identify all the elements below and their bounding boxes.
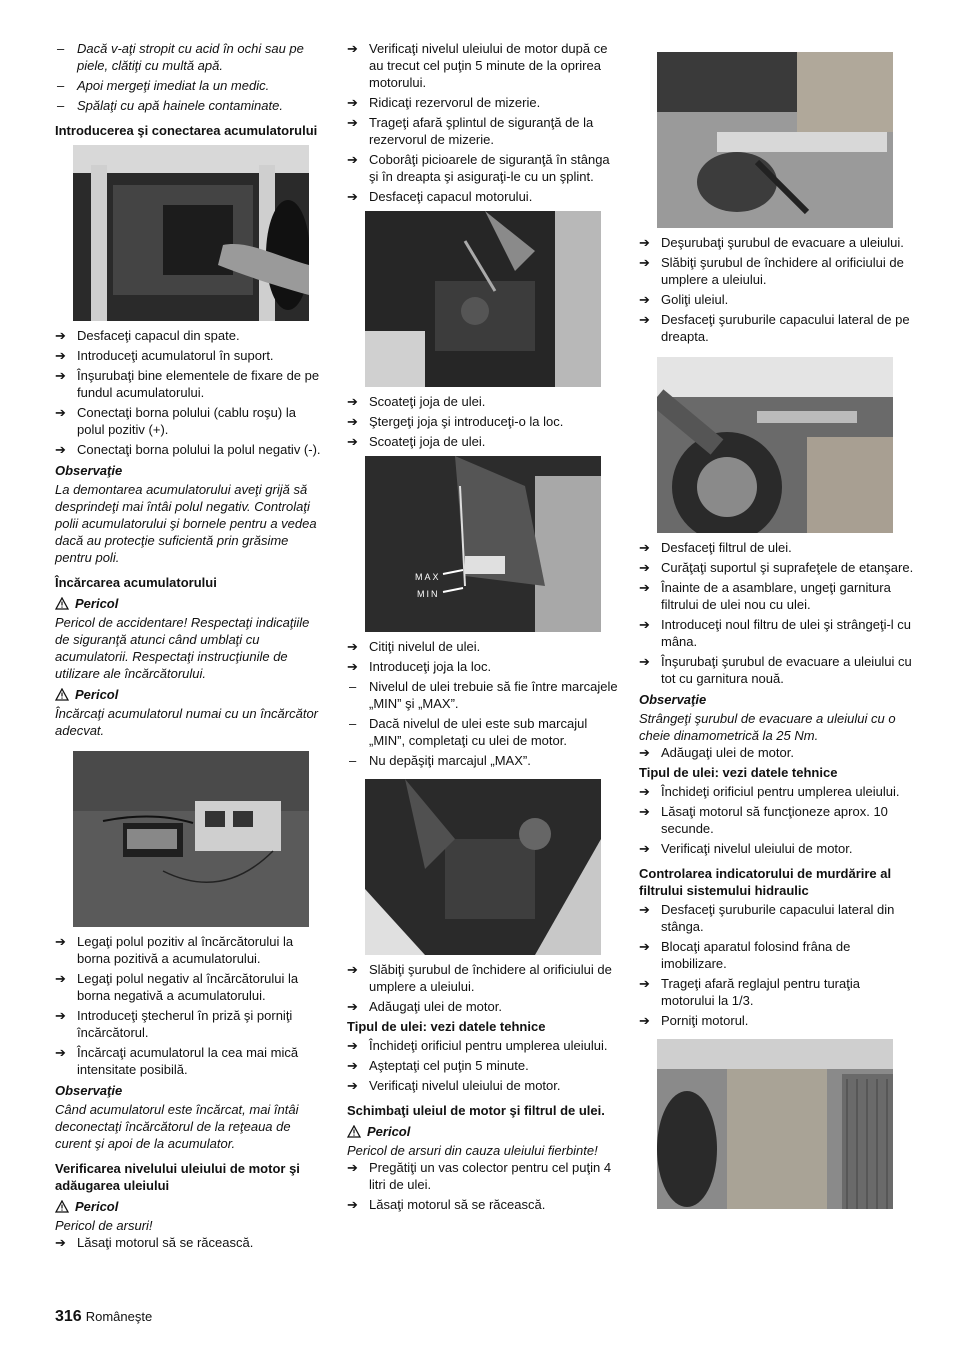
list-item: ➔ Porniţi motorul. (639, 1013, 749, 1028)
arrow-right-icon: ➔ (639, 312, 650, 327)
list-item: ➔ Înşurubaţi bine elementele de fixare de pe fundul acumulatorului. (55, 368, 320, 400)
arrow-right-icon: ➔ (639, 1013, 650, 1028)
danger-text: Încărcaţi acumulatorul numai cu un încărcător adecvat. (55, 706, 319, 738)
photo-oil-filter-side (657, 357, 893, 533)
warning-triangle-icon (347, 1125, 361, 1138)
arrow-right-icon: ➔ (639, 560, 650, 575)
arrow-right-icon: ➔ (55, 348, 66, 363)
arrow-right-icon: ➔ (347, 1078, 358, 1093)
warning-triangle-icon (55, 1200, 69, 1213)
list-item: ➔ Legaţi polul pozitiv al încărcătorului la borna pozitivă a acumulatorului. (55, 934, 294, 966)
list-item: ➔ Slăbiţi şurubul de închidere al orificiului de umplere a uleiului. (347, 962, 612, 994)
list-item: ➔ Lăsaţi motorul să funcţioneze aprox. 10 secunde. (639, 804, 888, 836)
list-item: – Nu depăşiţi marcajul „MAX”. (349, 753, 531, 768)
arrow-right-icon: ➔ (347, 95, 358, 110)
page-number: 316 (55, 1308, 82, 1325)
list-item: ➔ Verificaţi nivelul uleiului de motor. (639, 841, 853, 856)
arrow-right-icon: ➔ (347, 639, 358, 654)
list-item: ➔ Verificaţi nivelul uleiului de motor după ce au trecut cel puţin 5 minute de la oprirea motorului. (347, 41, 608, 90)
list-item: ➔ Goliţi uleiul. (639, 292, 729, 307)
list-item: ➔ Adăugaţi ulei de motor. (639, 745, 794, 760)
arrow-right-icon: ➔ (347, 1058, 358, 1073)
list-item: ➔ Înşurubaţi şurubul de evacuare a uleiului cu tot cu garnitura nouă. (639, 654, 912, 686)
danger-title: Pericol (55, 595, 327, 612)
list-item: ➔ Ştergeţi joja şi introduceţi-o la loc. (347, 414, 564, 429)
list-item: ➔ Curăţaţi suportul şi suprafeţele de etanşare. (639, 560, 914, 575)
list-item: – Apoi mergeţi imediat la un medic. (57, 78, 270, 93)
section-heading: Încărcarea acumulatorului (55, 575, 217, 590)
list-item: ➔ Desfaceţi şuruburile capacului lateral din stânga. (639, 902, 895, 934)
arrow-right-icon: ➔ (347, 152, 358, 167)
photo-battery-installation (73, 145, 309, 321)
arrow-right-icon: ➔ (347, 659, 358, 674)
arrow-right-icon: ➔ (55, 368, 66, 383)
list-item: – Dacă v-aţi stropit cu acid în ochi sau pe piele, clătiţi cu multă apă. (57, 41, 304, 73)
list-item: ➔ Desfaceţi capacul din spate. (55, 328, 240, 343)
list-item: ➔ Verificaţi nivelul uleiului de motor. (347, 1078, 561, 1093)
list-item: ➔ Lăsaţi motorul să se răcească. (55, 1235, 254, 1250)
arrow-right-icon: ➔ (639, 939, 650, 954)
list-item: ➔ Închideţi orificiul pentru umplerea uleiului. (347, 1038, 608, 1053)
arrow-right-icon: ➔ (347, 115, 358, 130)
photo-oil-drain (657, 52, 893, 228)
list-item: ➔ Conectaţi borna polului (cablu roşu) la polul pozitiv (+). (55, 405, 296, 437)
arrow-right-icon: ➔ (347, 999, 358, 1014)
list-item: ➔ Desfaceţi şuruburile capacului lateral de pe dreapta. (639, 312, 910, 344)
arrow-right-icon: ➔ (55, 1045, 66, 1060)
arrow-right-icon: ➔ (55, 328, 66, 343)
list-item: – Spălaţi cu apă hainele contaminate. (57, 98, 283, 113)
list-item: ➔ Coborâţi picioarele de siguranţă în stânga şi în dreapta şi asiguraţi-le cu un şplint. (347, 152, 610, 184)
list-item: ➔ Introduceţi acumulatorul în suport. (55, 348, 274, 363)
section-heading: Tipul de ulei: vezi datele tehnice (347, 1019, 546, 1034)
danger-title: Pericol (55, 1198, 327, 1215)
arrow-right-icon: ➔ (55, 1235, 66, 1250)
note-title: Observaţie (55, 463, 123, 478)
arrow-right-icon: ➔ (639, 235, 650, 250)
list-item: – Nivelul de ulei trebuie să fie între marcajele „MIN” şi „MAX”. (349, 679, 618, 711)
list-item: ➔ Înainte de a asamblare, ungeţi garnitura filtrului de ulei nou cu ulei. (639, 580, 891, 612)
photo-engine-cover-open (365, 211, 601, 387)
footer-language: Româneşte (85, 1309, 153, 1324)
danger-text: Pericol de accidentare! Respectaţi indicaţiile de siguranţă atunci când umblaţi cu acumulatorii. Respectaţi instrucţiunile de utilizare ale încărcătorului. (55, 615, 310, 681)
photo-oil-dipstick (365, 456, 601, 632)
section-heading: Verificarea nivelului uleiului de motor şi adăugarea uleiului (55, 1161, 300, 1193)
arrow-right-icon: ➔ (347, 962, 358, 977)
arrow-right-icon: ➔ (639, 902, 650, 917)
arrow-right-icon: ➔ (347, 41, 358, 56)
warning-triangle-icon (55, 688, 69, 701)
danger-title: Pericol (55, 686, 327, 703)
note-text: Când acumulatorul este încărcat, mai întâi deconectaţi încărcătorul de la reţeaua de curent şi apoi de la acumulator. (55, 1102, 299, 1151)
img-label-max: MAX (415, 572, 441, 582)
arrow-right-icon: ➔ (639, 804, 650, 819)
list-item: ➔ Trageţi afară reglajul pentru turaţia motorului la 1/3. (639, 976, 860, 1008)
arrow-right-icon: ➔ (639, 292, 650, 307)
arrow-right-icon: ➔ (639, 617, 650, 632)
arrow-right-icon: ➔ (639, 540, 650, 555)
list-item: ➔ Pregătiţi un vas colector pentru cel puţin 4 litri de ulei. (347, 1160, 612, 1192)
arrow-right-icon: ➔ (639, 745, 650, 760)
list-item: ➔ Adăugaţi ulei de motor. (347, 999, 502, 1014)
section-heading: Introducerea şi conectarea acumulatorului (55, 123, 318, 138)
arrow-right-icon: ➔ (55, 442, 66, 457)
arrow-right-icon: ➔ (55, 405, 66, 420)
warning-triangle-icon (55, 597, 69, 610)
list-item: ➔ Încărcaţi acumulatorul la cea mai mică intensitate posibilă. (55, 1045, 299, 1077)
section-heading: Controlarea indicatorului de murdărire al filtrului sistemului hidraulic (639, 866, 892, 898)
column-1 (55, 40, 327, 1254)
arrow-right-icon: ➔ (347, 189, 358, 204)
note-title: Observaţie (55, 1083, 123, 1098)
list-item: ➔ Lăsaţi motorul să se răcească. (347, 1197, 546, 1212)
list-item: ➔ Desfaceţi filtrul de ulei. (639, 540, 792, 555)
list-item: ➔ Scoateţi joja de ulei. (347, 434, 486, 449)
note-text: Strângeţi şurubul de evacuare a uleiului cu o cheie dinamometrică la 25 Nm. (639, 711, 896, 743)
arrow-right-icon: ➔ (639, 841, 650, 856)
arrow-right-icon: ➔ (639, 580, 650, 595)
list-item: – Dacă nivelul de ulei este sub marcajul „MIN”, completaţi cu ulei de motor. (349, 716, 588, 748)
arrow-right-icon: ➔ (347, 1160, 358, 1175)
page-footer (55, 1308, 152, 1325)
arrow-right-icon: ➔ (55, 971, 66, 986)
section-heading: Tipul de ulei: vezi datele tehnice (639, 765, 838, 780)
list-item: ➔ Trageţi afară şplintul de siguranţă de la rezervorul de mizerie. (347, 115, 594, 147)
list-item: ➔ Legaţi polul negativ al încărcătorului la borna negativă a acumulatorului. (55, 971, 299, 1003)
list-item: ➔ Introduceţi ştecherul în priză şi porniţi încărcătorul. (55, 1008, 293, 1040)
arrow-right-icon: ➔ (347, 1197, 358, 1212)
arrow-right-icon: ➔ (347, 1038, 358, 1053)
danger-text: Pericol de arsuri din cauza uleiului fierbinte! (347, 1143, 598, 1158)
arrow-right-icon: ➔ (55, 934, 66, 949)
arrow-right-icon: ➔ (639, 255, 650, 270)
list-item: ➔ Introduceţi noul filtru de ulei şi strângeţi-l cu mâna. (639, 617, 912, 649)
photo-hydraulic-filter (657, 1039, 893, 1209)
note-title: Observaţie (639, 692, 707, 707)
list-item: ➔ Citiţi nivelul de ulei. (347, 639, 481, 654)
list-item: ➔ Slăbiţi şurubul de închidere al orificiului de umplere a uleiului. (639, 255, 904, 287)
column-3 (639, 40, 915, 1215)
photo-battery-charger (73, 751, 309, 927)
list-item: ➔ Scoateţi joja de ulei. (347, 394, 486, 409)
arrow-right-icon: ➔ (639, 784, 650, 799)
arrow-right-icon: ➔ (639, 976, 650, 991)
arrow-right-icon: ➔ (639, 654, 650, 669)
list-item: ➔ Aşteptaţi cel puţin 5 minute. (347, 1058, 529, 1073)
list-item: ➔ Introduceţi joja la loc. (347, 659, 492, 674)
img-label-min: MIN (417, 589, 440, 599)
column-2 (347, 40, 622, 1216)
list-item: ➔ Deşurubaţi şurubul de evacuare a uleiului. (639, 235, 904, 250)
arrow-right-icon: ➔ (55, 1008, 66, 1023)
danger-title: Pericol (347, 1123, 622, 1140)
arrow-right-icon: ➔ (347, 434, 358, 449)
arrow-right-icon: ➔ (347, 414, 358, 429)
photo-oil-filler (365, 779, 601, 955)
section-heading: Schimbaţi uleiul de motor şi filtrul de ulei. (347, 1103, 605, 1118)
list-item: ➔ Conectaţi borna polului la polul negativ (-). (55, 442, 321, 457)
arrow-right-icon: ➔ (347, 394, 358, 409)
note-text: La demontarea acumulatorului aveţi grijă să desprindeţi mai întâi polul negativ. Controlaţi polii acumulatorului şi bornele pentru a vedea dacă au protecţie suficientă prin grăsime pentru poli. (55, 482, 317, 565)
danger-text: Pericol de arsuri! (55, 1218, 153, 1233)
list-item: ➔ Închideţi orificiul pentru umplerea uleiului. (639, 784, 900, 799)
list-item: ➔ Ridicaţi rezervorul de mizerie. (347, 95, 541, 110)
list-item: ➔ Blocaţi aparatul folosind frâna de imobilizare. (639, 939, 851, 971)
list-item: ➔ Desfaceţi capacul motorului. (347, 189, 533, 204)
